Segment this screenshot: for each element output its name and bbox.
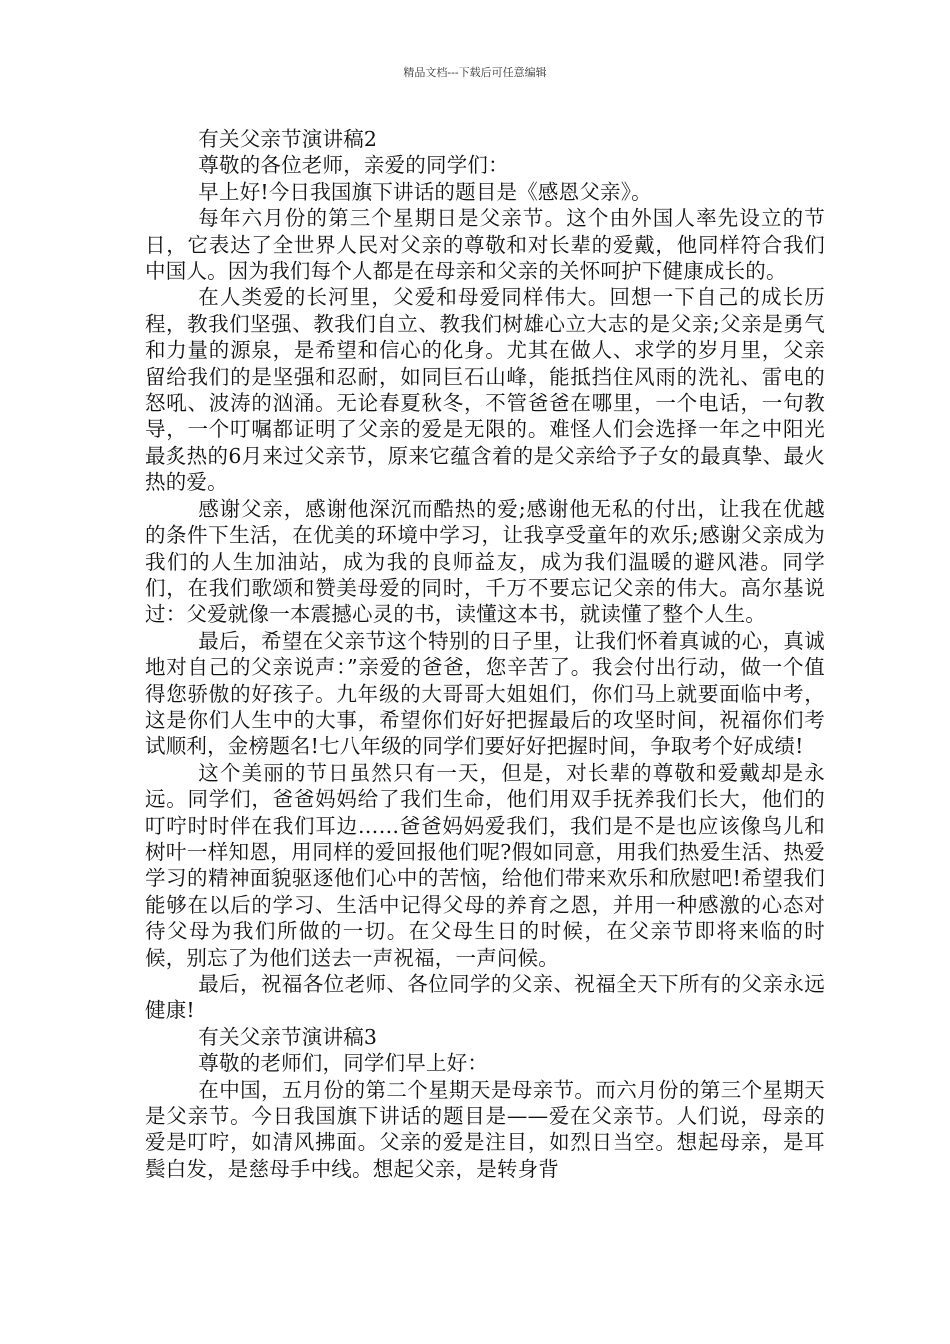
salutation: 尊敬的各位老师，亲爱的同学们：	[198, 153, 509, 178]
paragraph: 感谢父亲，感谢他深沉而酷热的爱;感谢他无私的付出，让我在优越的条件下生活，在优美的环境中学习，让我享受童年的欢乐;感谢父亲成为我们的人生加油站，成为我的良师益友，成为我们温暖的避风港。同学们，在我们歌颂和赞美母爱的同时，千万不要忘记父亲的伟大。高尔基说过：父爱就像一本震撼心灵的书，读懂这本书，就读懂了整个人生。	[145, 496, 825, 627]
paragraph: 这个美丽的节日虽然只有一天，但是，对长辈的尊敬和爱戴却是永远。同学们，爸爸妈妈给了我们生命，他们用双手抚养我们长大，他们的叮咛时时伴在我们耳边……爸爸妈妈爱我们，我们是不是也应该像鸟儿和树叶一样知恩，用同样的爱回报他们呢?假如同意，用我们热爱生活、热爱学习的精神面貌驱逐他们心中的苦恼，给他们带来欢乐和欣慰吧!希望我们能够在以后的学习、生活中记得父母的养育之恩，并用一种感激的心态对待父母为我们所做的一切。在父母生日的时候，在父亲节即将来临的时候，别忘了为他们送去一声祝福，一声问候。	[145, 760, 825, 970]
document-body	[145, 126, 825, 1182]
paragraph: 在中国，五月份的第二个星期天是母亲节。而六月份的第三个星期天是父亲节。今日我国旗下讲话的题目是——爱在父亲节。人们说，母亲的爱是叮咛，如清风拂面。父亲的爱是注目，如烈日当空。想起母亲，是耳鬓白发，是慈母手中线。想起父亲，是转身背	[145, 1077, 825, 1181]
speech-title: 有关父亲节演讲稿3	[198, 1024, 378, 1049]
paragraph: 每年六月份的第三个星期日是父亲节。这个由外国人率先设立的节日，它表达了全世界人民对父亲的尊敬和对长辈的爱戴，他同样符合我们中国人。因为我们每个人都是在母亲和父亲的关怀呵护下健康成长的。	[145, 206, 825, 284]
salutation: 尊敬的老师们，同学们早上好：	[198, 1051, 489, 1076]
paragraph: 最后，希望在父亲节这个特别的日子里，让我们怀着真诚的心，真诚地对自己的父亲说声：”亲爱的爸爸，您辛苦了。我会付出行动，做一个值得您骄傲的好孩子。九年级的大哥哥大姐姐们，你们马上就要面临中考，这是你们人生中的大事，希望你们好好把握最后的攻坚时间，祝福你们考试顺利，金榜题名!七八年级的同学们要好好把握时间，争取考个好成绩!	[145, 628, 825, 759]
paragraph: 早上好!今日我国旗下讲话的题目是《感恩父亲》。	[198, 179, 652, 204]
paragraph: 在人类爱的长河里，父爱和母爱同样伟大。回想一下自己的成长历程，教我们坚强、教我们自立、教我们树雄心立大志的是父亲;父亲是勇气和力量的源泉，是希望和信心的化身。尤其在做人、求学的岁月里，父亲留给我们的是坚强和忍耐，如同巨石山峰，能抵挡住风雨的洗礼、雷电的怒吼、波涛的汹涌。无论春夏秋冬，不管爸爸在哪里，一个电话，一句教导，一个叮嘱都证明了父亲的爱是无限的。难怪人们会选择一年之中阳光最炙热的6月来过父亲节，原来它蕴含着的是父亲给予子女的最真挚、最火热的爱。	[145, 285, 825, 495]
paragraph: 最后，祝福各位老师、各位同学的父亲、祝福全天下所有的父亲永远健康!	[145, 972, 825, 1023]
page-header: 精品文档---下载后可任意编辑	[403, 66, 547, 79]
speech-title: 有关父亲节演讲稿2	[198, 127, 378, 151]
